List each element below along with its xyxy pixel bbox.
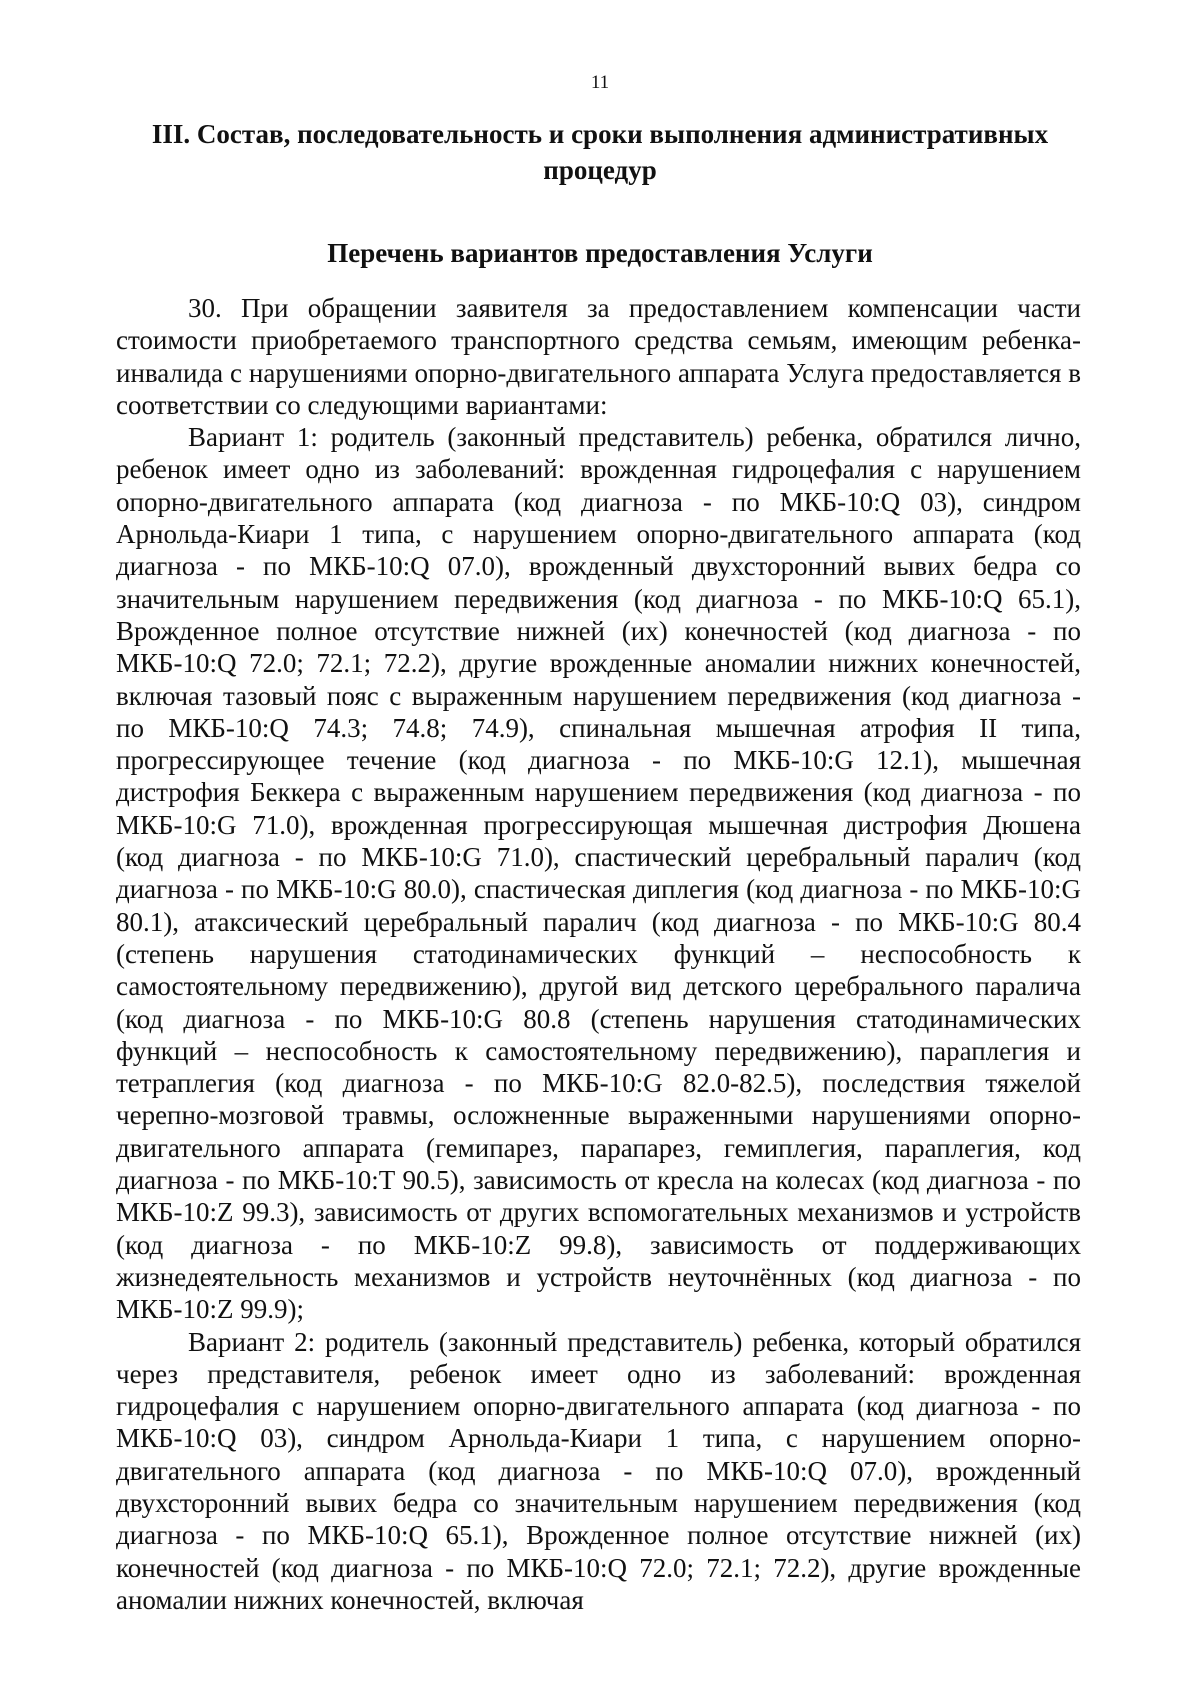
document-body	[116, 292, 1081, 1616]
paragraph-item-30: 30. При обращении заявителя за предоставлением компенсации части стоимости приобретаемого транспортного средства семьям, имеющим ребенка-инвалида с нарушениями опорно-двигательного аппарата Услуга предоставляется в соответствии со следующими вариантами:	[116, 293, 1081, 420]
page-number: 11	[590, 72, 610, 93]
paragraph-variant-2: Вариант 2: родитель (законный представитель) ребенка, который обратился через представителя, ребенок имеет одно из заболеваний: врожденная гидроцефалия с нарушением опорно-двигательного аппарата (код диагноза - по МКБ-10:Q 03), синдром Арнольда-Киари 1 типа, с нарушением опорно-двигательного аппарата (код диагноза - по МКБ-10:Q 07.0), врожденный двухсторонний вывих бедра со значительным нарушением передвижения (код диагноза - по МКБ-10:Q 65.1), Врожденное полное отсутствие нижней (их) конечностей (код диагноза - по МКБ-10:Q 72.0; 72.1; 72.2), другие врожденные аномалии нижних конечностей, включая	[116, 1326, 1081, 1615]
subsection-title: Перечень вариантов предоставления Услуги	[327, 238, 873, 268]
section-title: III. Состав, последовательность и сроки выполнения административных процедур	[151, 119, 1049, 185]
paragraph-variant-1: Вариант 1: родитель (законный представитель) ребенка, обратился лично, ребенок имеет одно из заболеваний: врожденная гидроцефалия с нарушением опорно-двигательного аппарата (код диагноза - по МКБ-10:Q 03), синдром Арнольда-Киари 1 типа, с нарушением опорно-двигательного аппарата (код диагноза - по МКБ-10:Q 07.0), врожденный двухсторонний вывих бедра со значительным нарушением передвижения (код диагноза - по МКБ-10:Q 65.1), Врожденное полное отсутствие нижней (их) конечностей (код диагноза - по МКБ-10:Q 72.0; 72.1; 72.2), другие врожденные аномалии нижних конечностей, включая тазовый пояс с выраженным нарушением передвижения (код диагноза - по МКБ-10:Q 74.3; 74.8; 74.9), спинальная мышечная атрофия II типа, прогрессирующее течение (код диагноза - по МКБ-10:G 12.1), мышечная дистрофия Беккера с выраженным нарушением передвижения (код диагноза - по МКБ-10:G 71.0), врожденная прогрессирующая мышечная дистрофия Дюшена (код диагноза - по МКБ-10:G 71.0), спастический церебральный паралич (код диагноза - по МКБ-10:G 80.0), спастическая диплегия (код диагноза - по МКБ-10:G 80.1), атаксический церебральный паралич (код диагноза - по МКБ-10:G 80.4 (степень нарушения статодинамических функций – неспособность к самостоятельному передвижению), другой вид детского церебрального паралича (код диагноза - по МКБ-10:G 80.8 (степень нарушения статодинамических функций – неспособность к самостоятельному передвижению), параплегия и тетраплегия (код диагноза - по МКБ-10:G 82.0-82.5), последствия тяжелой черепно-мозговой травмы, осложненные выраженными нарушениями опорно-двигательного аппарата (гемипарез, парапарез, гемиплегия, параплегия, код диагноза - по МКБ-10:T 90.5), зависимость от кресла на колесах (код диагноза - по МКБ-10:Z 99.3), зависимость от других вспомогательных механизмов и устройств (код диагноза - по МКБ-10:Z 99.8), зависимость от поддерживающих жизнедеятельность механизмов и устройств неуточнённых (код диагноза - по МКБ-10:Z 99.9);	[116, 422, 1081, 1325]
